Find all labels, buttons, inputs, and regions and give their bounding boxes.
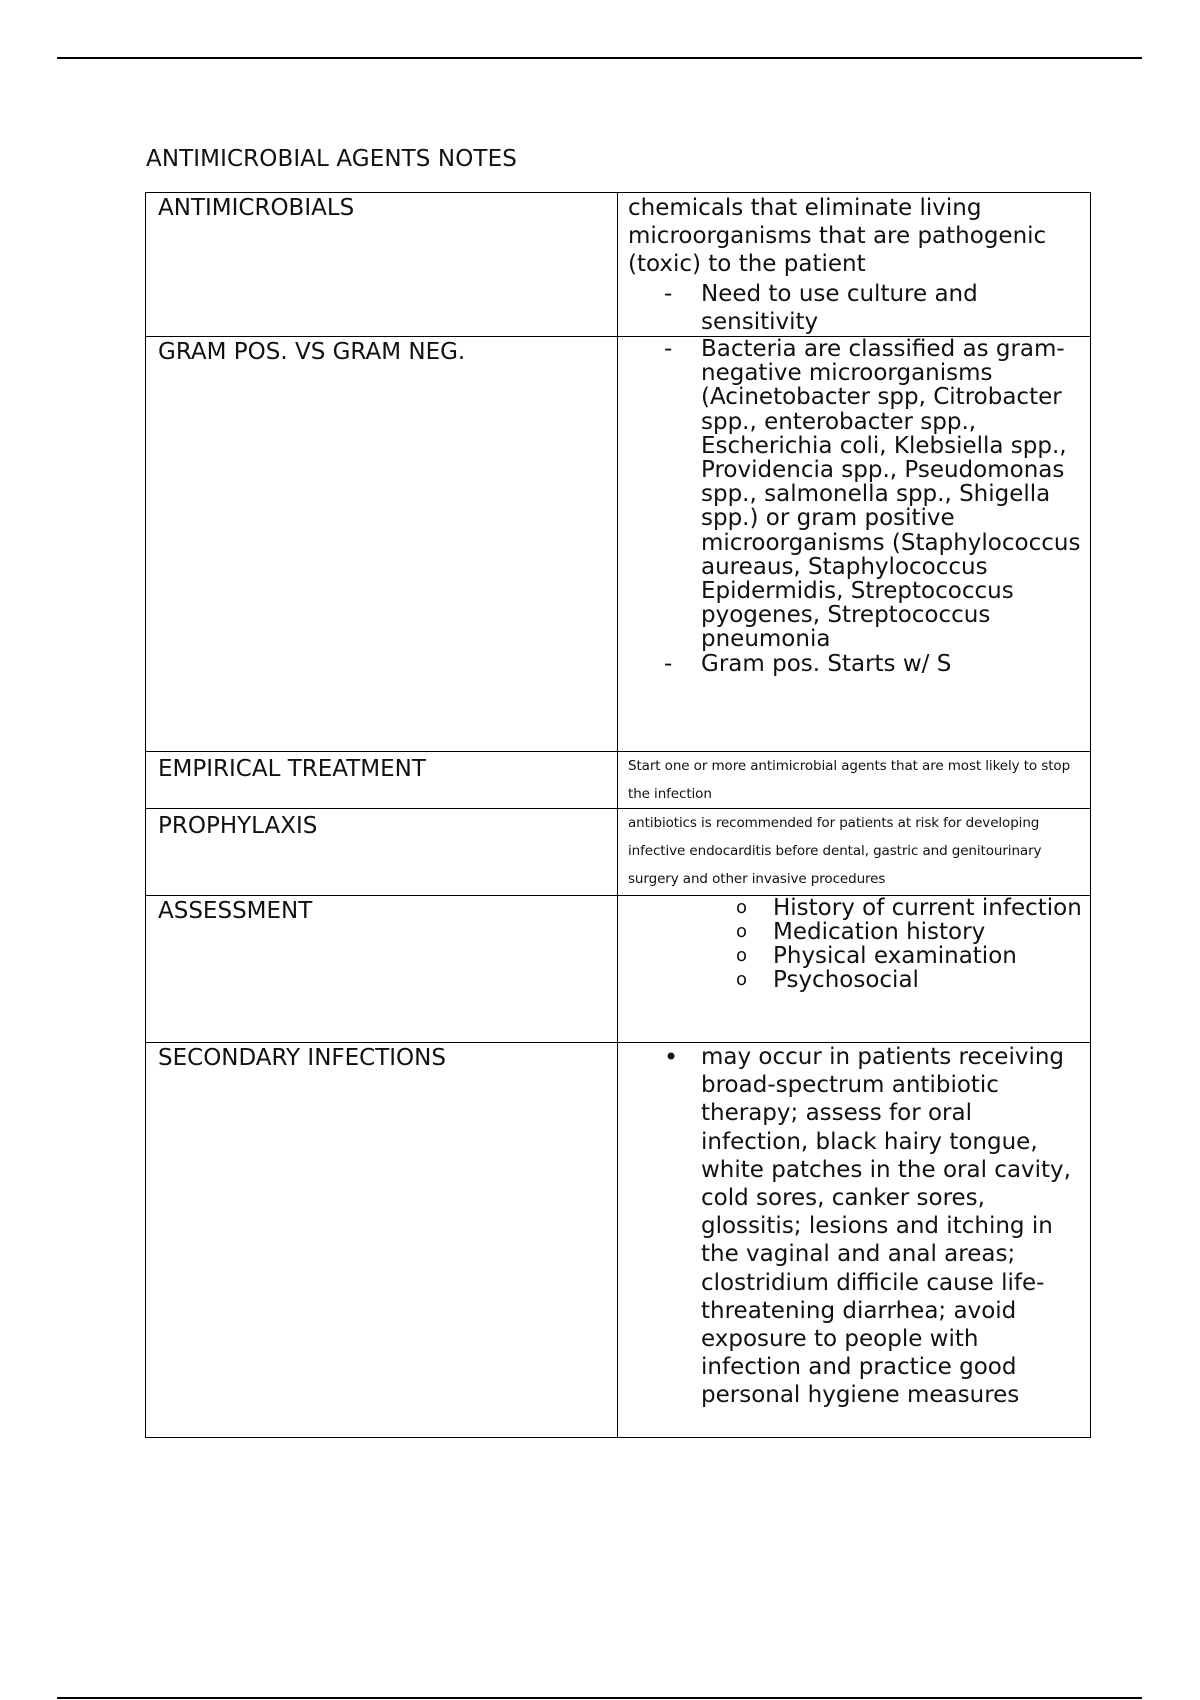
dash-marker: - bbox=[664, 336, 673, 362]
table-row-prophylaxis bbox=[146, 809, 1091, 896]
list-item-text: may occur in patients receiving broad-spectrum antibiotic therapy; assess for oral infection, black hairy tongue, white patches in the oral cavity, cold sores, canker sores, glossitis; lesions and itching in the vaginal and anal areas; clostridium difficile cause life-threatening diarrhea; avoid exposure to people with infection and practice good personal hygiene measures bbox=[701, 1044, 1071, 1409]
term-cell bbox=[146, 752, 618, 809]
list-item bbox=[618, 896, 1090, 920]
table-row-assessment bbox=[146, 896, 1091, 1043]
term-antimicrobials: ANTIMICROBIALS bbox=[158, 195, 355, 221]
term-secondary: SECONDARY INFECTIONS bbox=[158, 1045, 446, 1071]
list-item bbox=[618, 280, 1090, 336]
circle-bullet-icon: o bbox=[736, 921, 748, 942]
definition-cell bbox=[618, 193, 1091, 337]
circle-bullet-icon: o bbox=[736, 897, 748, 918]
definition-cell bbox=[618, 896, 1091, 1043]
table-row-empirical bbox=[146, 752, 1091, 809]
definition-empirical: Start one or more antimicrobial agents that are most likely to stop the infection bbox=[628, 758, 1071, 802]
circle-bullet-icon: o bbox=[736, 945, 748, 966]
term-cell bbox=[146, 1043, 618, 1438]
dash-marker: - bbox=[664, 281, 673, 307]
header-rule bbox=[57, 57, 1142, 59]
definition-cell bbox=[618, 1043, 1091, 1438]
term-assessment: ASSESSMENT bbox=[158, 898, 313, 924]
table-row-gram bbox=[146, 337, 1091, 752]
list-item-text: History of current infection bbox=[773, 895, 1082, 921]
term-cell bbox=[146, 337, 618, 752]
term-gram: GRAM POS. VS GRAM NEG. bbox=[158, 339, 466, 365]
notes-table bbox=[145, 192, 1091, 1438]
list-item-text: Psychosocial bbox=[773, 967, 919, 993]
list-item-text: Bacteria are classified as gram-negative microorganisms (Acinetobacter spp, Citrobacter spp., enterobacter spp., Escherichia coli, Klebsiella spp., Providencia spp., Pseudomonas spp., salmonella spp., Shigella spp.) or gram positive microorganisms (Staphylococcus aureaus, Staphylococcus Epidermidis, Streptococcus pyogenes, Streptococcus pneumonia bbox=[701, 336, 1081, 653]
table-row-secondary bbox=[146, 1043, 1091, 1438]
list-item-text: Gram pos. Starts w/ S bbox=[701, 650, 952, 677]
list-item bbox=[618, 920, 1090, 944]
definition-cell bbox=[618, 752, 1091, 809]
list-item bbox=[618, 968, 1090, 992]
list-item-text: Medication history bbox=[773, 919, 986, 945]
term-cell bbox=[146, 193, 618, 337]
bullet-dot-icon: • bbox=[664, 1043, 679, 1071]
term-cell bbox=[146, 896, 618, 1043]
list-item bbox=[618, 1043, 1090, 1410]
document-title: ANTIMICROBIAL AGENTS NOTES bbox=[146, 146, 517, 172]
term-cell bbox=[146, 809, 618, 896]
bullet-list bbox=[618, 337, 1090, 676]
footer-rule bbox=[57, 1697, 1142, 1699]
definition-prophylaxis: antibiotics is recommended for patients at risk for developing infective endocarditis before dental, gastric and genitourinary surgery and other invasive procedures bbox=[628, 815, 1042, 887]
term-empirical: EMPIRICAL TREATMENT bbox=[158, 756, 426, 782]
circle-bullet-icon: o bbox=[736, 969, 748, 990]
bullet-list bbox=[618, 896, 1090, 992]
bullet-list bbox=[618, 280, 1090, 336]
term-prophylaxis: PROPHYLAXIS bbox=[158, 813, 318, 839]
list-item bbox=[618, 337, 1090, 652]
dash-marker: - bbox=[664, 650, 673, 677]
definition-antimicrobials: chemicals that eliminate living microorganisms that are pathogenic (toxic) to the patient bbox=[628, 195, 1047, 277]
definition-cell bbox=[618, 809, 1091, 896]
table-row-antimicrobials bbox=[146, 193, 1091, 337]
list-item bbox=[618, 944, 1090, 968]
definition-cell bbox=[618, 337, 1091, 752]
list-item bbox=[618, 652, 1090, 676]
bullet-list bbox=[618, 1043, 1090, 1410]
list-item-text: Need to use culture and sensitivity bbox=[701, 281, 978, 335]
list-item-text: Physical examination bbox=[773, 943, 1017, 969]
